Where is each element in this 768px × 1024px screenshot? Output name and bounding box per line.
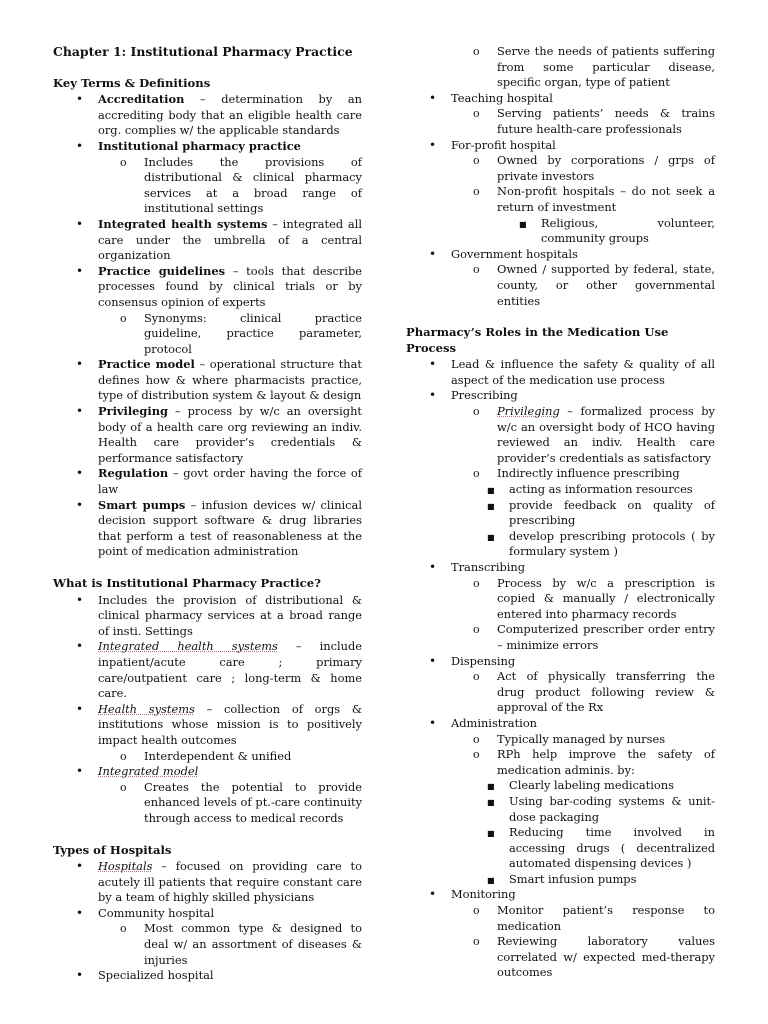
sub-item <box>473 669 715 716</box>
item-text: Process by w/c a prescription is copied & manually / electronically entered into pharmacy records <box>497 575 715 621</box>
item-text: acting as information resources <box>509 482 693 497</box>
bullet-square-icon: ■ <box>487 486 495 496</box>
item-text: Using bar-coding systems & unit-dose packaging <box>509 793 715 824</box>
item-text: Prescribing <box>451 388 518 403</box>
bullet-dot-icon: • <box>429 246 437 261</box>
sub-item <box>473 934 715 981</box>
list-item <box>429 90 715 107</box>
bullet-dot-icon: • <box>76 639 84 654</box>
item-text: Indirectly influence prescribing <box>497 466 680 481</box>
term-definition: – determination by an accrediting body that an eligible health care org. complies w/ the applicable standards <box>98 92 362 138</box>
sub-item <box>473 44 715 91</box>
sub-sub-item <box>487 482 715 498</box>
term-item <box>76 466 362 497</box>
sub-item <box>473 262 715 309</box>
item-text: Community hospital <box>98 905 215 920</box>
bullet-square-icon: ■ <box>487 532 495 542</box>
sub-item <box>473 106 715 137</box>
list-item <box>429 137 715 154</box>
term-name: Accreditation <box>98 92 185 107</box>
sub-item <box>473 575 715 623</box>
sub-item <box>473 731 715 748</box>
sub-item <box>473 903 715 934</box>
item-text: Dispensing <box>451 653 516 668</box>
types-continued-list <box>406 44 715 309</box>
bullet-dot-icon: • <box>429 715 437 730</box>
item-text: Interdependent & unified <box>144 748 292 763</box>
term-definition: – process by w/c an oversight body of a health care org reviewing an indiv. Health care provider’s credentials & performance satisfactory <box>98 404 362 465</box>
item-text: Owned by corporations / grps of private investors <box>497 153 715 183</box>
bullet-square-icon: ■ <box>519 219 527 229</box>
list-item <box>76 905 362 922</box>
bullet-dot-icon: • <box>76 497 84 512</box>
underlined-term: Integrated model <box>98 764 199 779</box>
item-text: Non-profit hospitals – do not seek a return of investment <box>497 184 715 214</box>
list-item <box>429 715 715 732</box>
bullet-circle-icon: o <box>473 467 480 481</box>
item-text: Monitor patient’s response to medication <box>497 903 715 933</box>
bullet-circle-icon: o <box>473 732 480 746</box>
list-item <box>76 859 362 906</box>
item-text: Lead & influence the safety & quality of all aspect of the medication use process <box>451 357 715 387</box>
sub-item <box>120 310 362 358</box>
bullet-circle-icon: o <box>473 405 480 419</box>
right-column <box>406 44 715 981</box>
sub-item <box>120 748 362 765</box>
sub-item <box>473 184 715 215</box>
bullet-circle-icon: o <box>473 185 480 199</box>
bullet-dot-icon: • <box>76 404 84 419</box>
list-item <box>76 592 362 640</box>
bullet-dot-icon: • <box>76 216 84 231</box>
underlined-term: Health systems <box>98 701 195 716</box>
list-item <box>429 388 715 404</box>
bullet-circle-icon: o <box>473 623 480 637</box>
bullet-circle-icon: o <box>473 670 480 684</box>
term-item <box>76 497 362 560</box>
list-item <box>76 701 362 749</box>
item-text: Creates the potential to provide enhanced levels of pt.-care continuity through access to medical records <box>144 779 362 825</box>
item-text: Includes the provision of distributional & clinical pharmacy services at a broad range of insti. Settings <box>98 592 362 638</box>
term-name: Smart pumps <box>98 497 186 512</box>
list-item <box>76 968 362 984</box>
sub-item <box>120 779 362 827</box>
sub-sub-item <box>487 825 715 872</box>
sub-item <box>120 921 362 968</box>
bullet-dot-icon: • <box>76 263 84 278</box>
item-text: Religious, volunteer, community groups <box>541 215 715 246</box>
item-text: Computerized prescriber order entry – minimize errors <box>497 622 715 652</box>
term-name: Privileging <box>98 404 168 419</box>
bullet-dot-icon: • <box>429 887 437 902</box>
sub-sub-item <box>487 528 715 560</box>
item-text: – collection of orgs & institutions whose mission is to positively impact health outcomes <box>98 701 362 747</box>
list-item <box>429 246 715 263</box>
bullet-dot-icon: • <box>76 968 84 983</box>
sub-sub-item <box>487 497 715 529</box>
left-column <box>53 44 362 984</box>
sub-sub-item <box>519 215 715 247</box>
bullet-dot-icon: • <box>76 138 84 153</box>
item-text: Monitoring <box>451 887 516 902</box>
sub-item <box>473 747 715 778</box>
bullet-square-icon: ■ <box>487 797 495 807</box>
item-text: Teaching hospital <box>451 90 553 105</box>
term-name: Integrated health systems <box>98 216 268 231</box>
bullet-dot-icon: • <box>76 859 84 874</box>
key-terms-list <box>53 92 362 560</box>
item-text: provide feedback on quality of prescribing <box>509 497 715 528</box>
roles-list <box>406 357 715 981</box>
item-text: Owned / supported by federal, state, county, or other governmental entities <box>497 262 715 308</box>
bullet-circle-icon: o <box>473 935 480 949</box>
term-name: Regulation <box>98 466 169 481</box>
bullet-circle-icon: o <box>473 904 480 918</box>
item-text: Typically managed by nurses <box>497 731 666 746</box>
bullet-dot-icon: • <box>76 764 84 779</box>
item-text: Most common type & designed to deal w/ an assortment of diseases & injuries <box>144 921 362 967</box>
underlined-term: Integrated health systems <box>98 639 278 654</box>
bullet-circle-icon: o <box>473 576 480 590</box>
item-text: Act of physically transferring the drug product following review & approval of the Rx <box>497 669 715 715</box>
bullet-circle-icon: o <box>120 780 127 794</box>
bullet-circle-icon: o <box>473 107 480 121</box>
term-definition: – govt order having the force of law <box>98 466 362 497</box>
item-text: Clearly labeling medications <box>509 778 674 793</box>
bullet-circle-icon: o <box>473 154 480 168</box>
bullet-dot-icon: • <box>76 701 84 716</box>
term-name: Institutional pharmacy practice <box>98 138 301 153</box>
bullet-dot-icon: • <box>429 388 437 403</box>
bullet-dot-icon: • <box>76 357 84 372</box>
item-text: Smart infusion pumps <box>509 871 637 886</box>
underlined-term: Hospitals <box>98 859 153 874</box>
list-item <box>429 357 715 388</box>
list-item <box>429 560 715 576</box>
item-text: – include inpatient/acute care ; primary care/outpatient care ; long-term & home care. <box>98 639 362 701</box>
sub-item <box>120 154 362 217</box>
bullet-dot-icon: • <box>429 357 437 372</box>
bullet-square-icon: ■ <box>487 782 495 792</box>
key-terms-heading: Key Terms & Definitions <box>53 75 211 90</box>
chapter-title: Chapter 1: Institutional Pharmacy Practice <box>53 44 353 59</box>
item-text: RPh help improve the safety of medication adminis. by: <box>497 747 715 777</box>
bullet-dot-icon: • <box>76 592 84 607</box>
item-text: Serve the needs of patients suffering from some particular disease, specific organ, type of patient <box>497 44 715 90</box>
item-text: Administration <box>451 715 538 730</box>
item-text: – focused on providing care to acutely ill patients that require constant care by a team of highly skilled physicians <box>98 859 362 905</box>
item-text: Specialized hospital <box>98 968 214 983</box>
term-name: Practice guidelines <box>98 263 226 278</box>
list-item <box>429 887 715 903</box>
bullet-circle-icon: o <box>473 45 480 58</box>
term-definition: – tools that describe processes found by clinical trials or by consensus opinion of experts <box>98 263 362 309</box>
types-list <box>53 859 362 984</box>
list-item <box>429 653 715 670</box>
bullet-square-icon: ■ <box>487 875 495 885</box>
sub-sub-item <box>487 793 715 825</box>
bullet-circle-icon: o <box>120 749 127 763</box>
item-text: Reviewing laboratory values correlated w/ expected med-therapy outcomes <box>497 934 715 980</box>
item-text: Transcribing <box>451 560 526 574</box>
item-text: For-profit hospital <box>451 137 556 152</box>
roles-heading: Pharmacy’s Roles in the Medication Use Process <box>406 325 669 355</box>
term-definition: – integrated all care under the umbrella of a central organization <box>98 216 362 263</box>
term-item <box>76 216 362 264</box>
sub-item <box>473 404 715 466</box>
bullet-circle-icon: o <box>120 922 127 936</box>
underlined-term: Privileging <box>497 404 560 419</box>
bullet-dot-icon: • <box>76 466 84 481</box>
bullet-square-icon: ■ <box>487 829 495 839</box>
types-heading: Types of Hospitals <box>53 842 172 857</box>
bullet-dot-icon: • <box>76 905 84 920</box>
bullet-dot-icon: • <box>429 560 437 574</box>
bullet-square-icon: ■ <box>487 501 495 511</box>
item-text: develop prescribing protocols ( by formulary system ) <box>509 528 715 559</box>
term-name: Practice model <box>98 357 195 372</box>
term-definition: – operational structure that defines how & where pharmacists practice, type of distribution system & layout & design <box>98 357 362 403</box>
term-item <box>76 404 362 466</box>
list-item <box>76 639 362 701</box>
bullet-circle-icon: o <box>120 155 127 169</box>
item-text: Includes the provisions of distributional & clinical pharmacy services at a broad range of institutional settings <box>144 154 362 216</box>
bullet-dot-icon: • <box>429 137 437 152</box>
bullet-dot-icon: • <box>429 653 437 668</box>
bullet-dot-icon: • <box>76 92 84 107</box>
item-text: – formalized process by w/c an oversight body of HCO having reviewed an indiv. Health care provider’s credentials as satisfactory <box>497 404 715 465</box>
term-item <box>76 138 362 155</box>
bullet-circle-icon: o <box>120 311 127 325</box>
list-item <box>76 764 362 780</box>
item-text: Government hospitals <box>451 246 578 261</box>
bullet-circle-icon: o <box>473 748 480 762</box>
sub-item <box>473 466 715 482</box>
item-text: Serving patients’ needs & trains future health-care professionals <box>497 106 715 136</box>
term-item <box>76 92 362 139</box>
what-heading: What is Institutional Pharmacy Practice? <box>53 576 321 590</box>
sub-item <box>473 622 715 653</box>
sub-sub-item <box>487 778 715 794</box>
bullet-circle-icon: o <box>473 263 480 277</box>
term-definition: – infusion devices w/ clinical decision support software & drug libraries that perform a test of reasonableness at the point of medication administration <box>98 497 362 559</box>
what-list <box>53 593 362 827</box>
item-text: Reducing time involved in accessing drugs ( decentralized automated dispensing devices ) <box>509 825 715 871</box>
term-item <box>76 263 362 311</box>
term-item <box>76 357 362 404</box>
sub-sub-item <box>487 871 715 888</box>
bullet-dot-icon: • <box>429 90 437 105</box>
sub-item <box>473 153 715 184</box>
item-text: Synonyms: clinical practice guideline, practice parameter, protocol <box>144 310 362 356</box>
